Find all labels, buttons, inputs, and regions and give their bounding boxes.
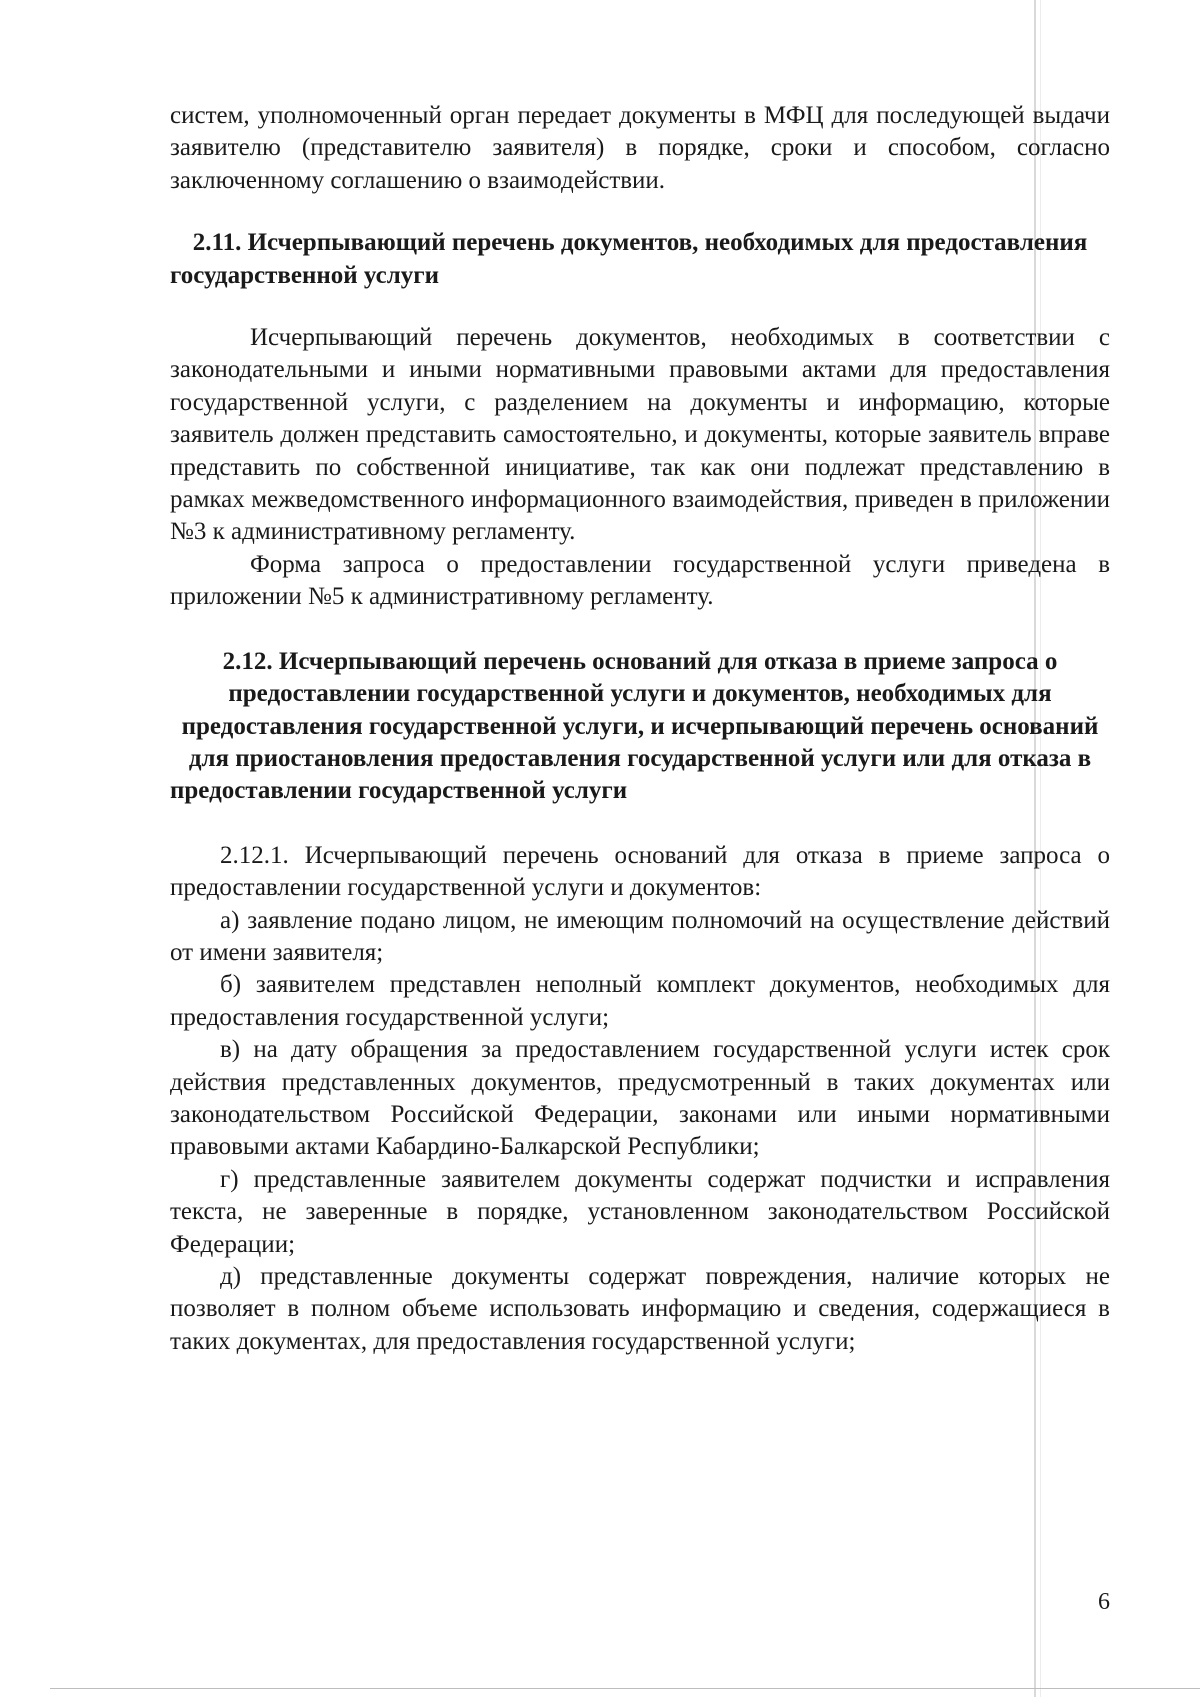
section-2-11-paragraph-2: Форма запроса о предоставлении государственной услуги приведена в приложении №5 к административному регламенту. bbox=[170, 550, 1110, 611]
section-2-11-paragraph-1: Исчерпывающий перечень документов, необходимых в соответствии с законодательными и иными нормативными правовыми актами для предоставления государственной услуги, с разделением на документы и информацию, которые заявитель должен представить самостоятельно, и документы, которые заявитель вправе представить по собственной инициативе, так как они подлежат представлению в рамках межведомственного информационного взаимодействия, приведен в приложении №3 к административному регламенту. bbox=[170, 324, 1110, 546]
list-item-g: г) представленные заявителем документы содержат подчистки и исправления текста, не заверенные в порядке, установленном законодательством Российской Федерации; bbox=[170, 1165, 1110, 1258]
scan-artifact-horizontal-line bbox=[50, 1688, 1200, 1689]
section-2-12-1-paragraph: 2.12.1. Исчерпывающий перечень оснований для отказа в приеме запроса о предоставлении государственной услуги и документов: bbox=[170, 841, 1110, 902]
section-2-11-heading: 2.11. Исчерпывающий перечень документов, необходимых для предоставления государственной услуги bbox=[170, 229, 1088, 289]
paragraph-top: систем, уполномоченный орган передает документы в МФЦ для последующей выдачи заявителю (представителю заявителя) в порядке, сроки и способом, согласно заключенному соглашению о взаимодействии. bbox=[170, 102, 1110, 194]
section-2-12-heading: 2.12. Исчерпывающий перечень оснований для отказа в приеме запроса о предоставлении государственной услуги и документов, необходимых для предоставления государственной услуги, и исчерпывающий перечень оснований для приостановления предоставления государственной услуги или для отказа в предоставлении государственной услуги bbox=[170, 647, 1099, 805]
list-item-d: д) представленные документы содержат повреждения, наличие которых не позволяет в полном объеме использовать информацию и сведения, содержащиеся в таких документах, для предоставления государственной услуги; bbox=[170, 1263, 1110, 1355]
list-item-b: б) заявителем представлен неполный комплект документов, необходимых для предоставления государственной услуги; bbox=[170, 971, 1110, 1031]
list-item-a: а) заявление подано лицом, не имеющим полномочий на осуществление действий от имени заявителя; bbox=[170, 906, 1110, 966]
page-number: 6 bbox=[1098, 1589, 1110, 1615]
page-content bbox=[170, 100, 1110, 1358]
list-item-v: в) на дату обращения за предоставлением государственной услуги истек срок действия представленных документов, предусмотренный в таких документах или законодательством Российской Федерации, законами или иными нормативными правовыми актами Кабардино-Балкарской Республики; bbox=[170, 1036, 1110, 1161]
